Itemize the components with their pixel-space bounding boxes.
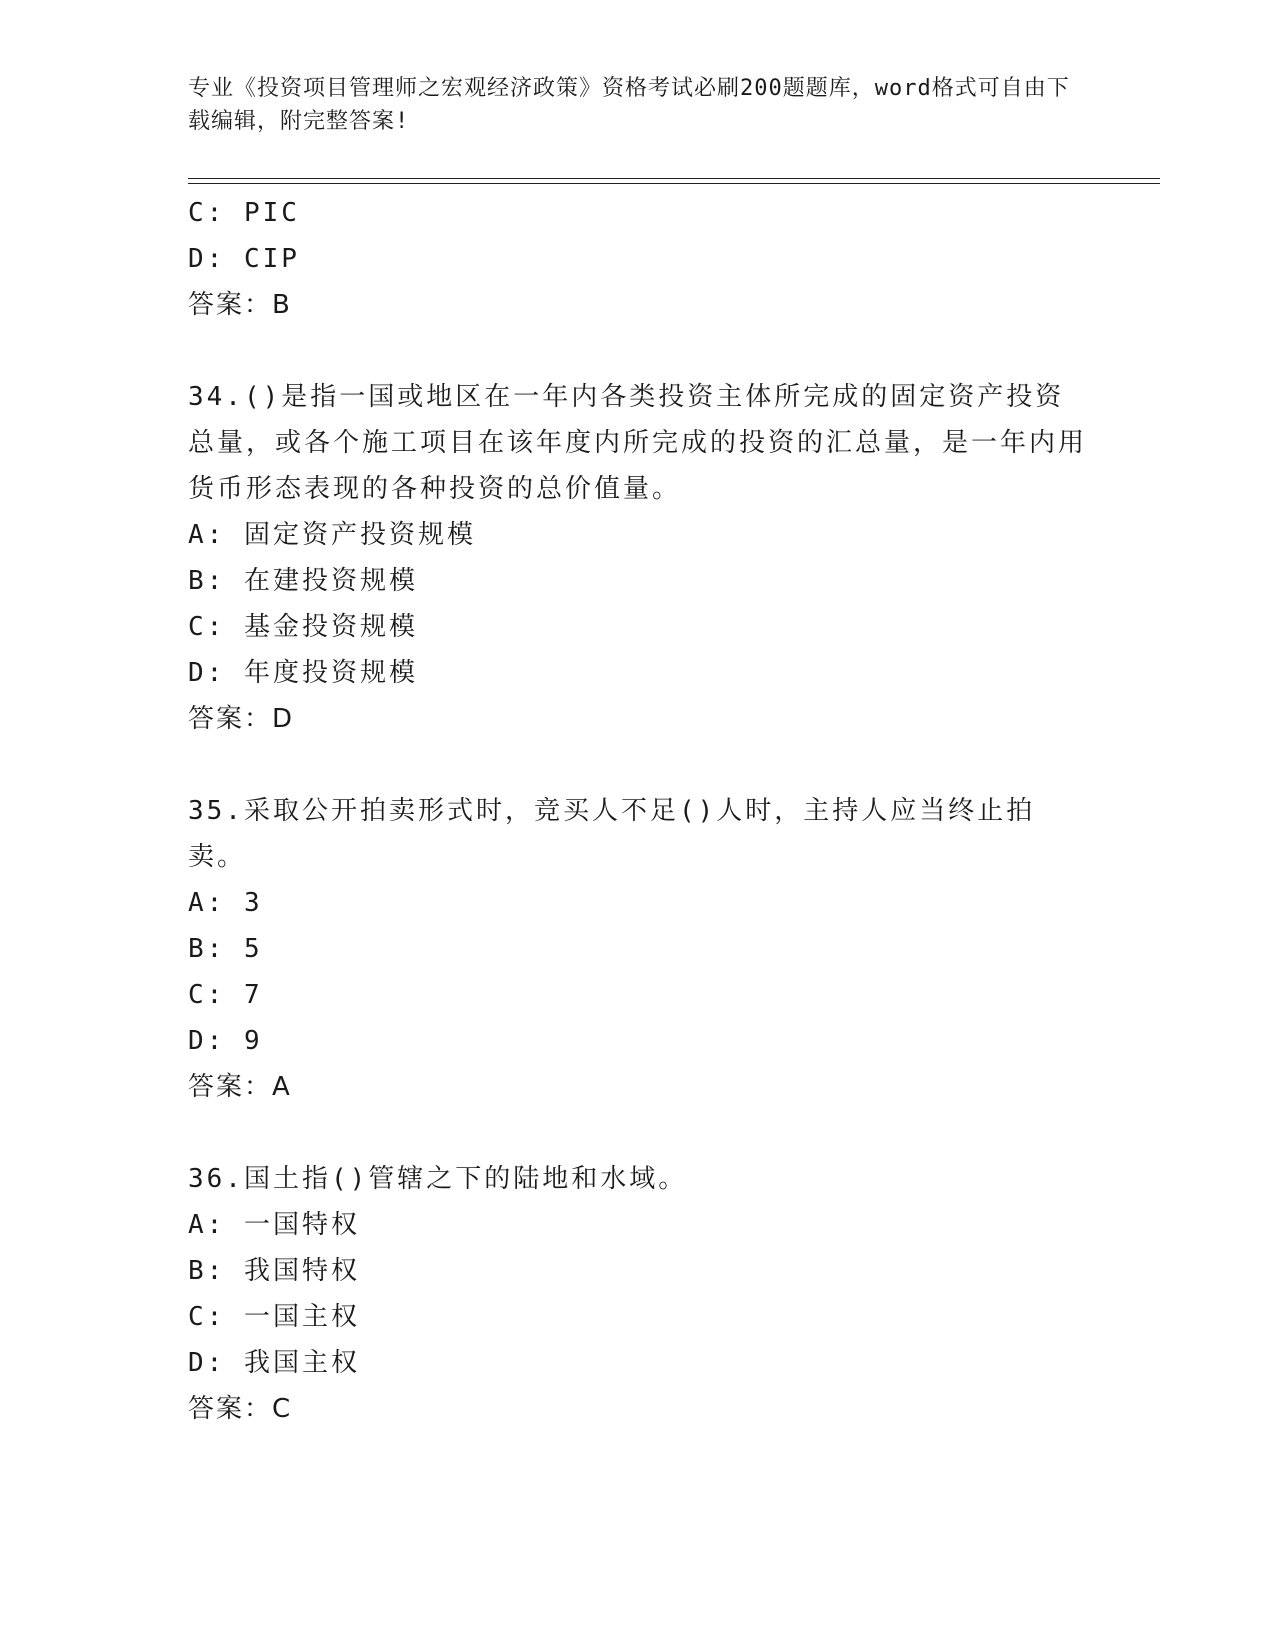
option-a: A: 固定资产投资规模	[188, 520, 476, 550]
answer-line: 答案：D	[188, 704, 295, 734]
document-body	[188, 190, 1088, 1432]
option-b: B: 在建投资规模	[188, 566, 418, 596]
question-text: 36.国土指()管辖之下的陆地和水域。	[188, 1164, 688, 1194]
question-35	[188, 788, 1088, 1110]
answer-line: 答案：B	[188, 290, 292, 320]
header-divider-top	[188, 178, 1160, 179]
option-c: C: 基金投资规模	[188, 612, 418, 642]
option-d: D: 我国主权	[188, 1348, 360, 1378]
option-c: C: 一国主权	[188, 1302, 360, 1332]
option-a: A: 3	[188, 888, 263, 918]
option-d: D: 9	[188, 1026, 263, 1056]
question-text: 35.采取公开拍卖形式时，竞买人不足()人时，主持人应当终止拍卖。	[188, 796, 1036, 872]
question-36	[188, 1156, 1088, 1432]
option-b: B: 5	[188, 934, 263, 964]
option-c: C: 7	[188, 980, 263, 1010]
document-header: 专业《投资项目管理师之宏观经济政策》资格考试必刷200题题库，word格式可自由下载编辑，附完整答案!	[188, 76, 1070, 134]
option-d: D: 年度投资规模	[188, 658, 418, 688]
continued-question	[188, 190, 1088, 328]
question-34	[188, 374, 1088, 742]
option-a: A: 一国特权	[188, 1210, 360, 1240]
option-b: B: 我国特权	[188, 1256, 360, 1286]
option-c: C: PIC	[188, 198, 300, 228]
option-d: D: CIP	[188, 244, 300, 274]
answer-line: 答案：C	[188, 1394, 293, 1424]
question-text: 34.()是指一国或地区在一年内各类投资主体所完成的固定资产投资总量，或各个施工项目在该年度内所完成的投资的汇总量，是一年内用货币形态表现的各种投资的总价值量。	[188, 382, 1088, 504]
answer-line: 答案：A	[188, 1072, 292, 1102]
header-divider-bottom	[188, 183, 1160, 184]
